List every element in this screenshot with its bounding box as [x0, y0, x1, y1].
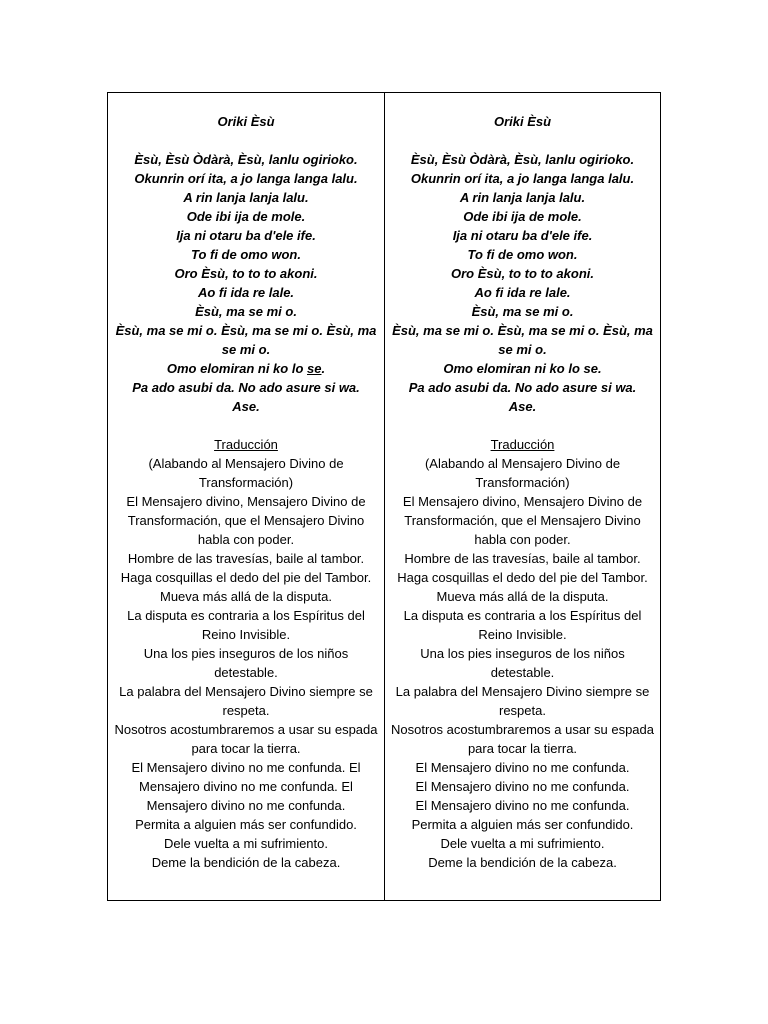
translation-line: Permita a alguien más ser confundido.: [411, 817, 634, 832]
verse-line: Èsù, Èsù Òdàrà, Èsù, lanlu ogirioko.: [410, 152, 635, 167]
verse-line: Oro Èsù, to to to akoni.: [174, 266, 318, 281]
spacer: [389, 416, 656, 435]
translation-line: El Mensajero divino no me confunda.: [415, 760, 630, 775]
translation-line: Mueva más allá de la disputa.: [160, 589, 332, 604]
translation-line: El Mensajero divino no me confunda.: [415, 779, 630, 794]
translation-line: Haga cosquillas el dedo del pie del Tambor.: [120, 570, 372, 585]
translation-line: (Alabando al Mensajero Divino de Transformación): [424, 456, 621, 490]
verse-line: Ao fi ida re lale.: [197, 285, 295, 300]
translation-line: La palabra del Mensajero Divino siempre se respeta.: [119, 684, 373, 718]
verse-line: Ao fi ida re lale.: [474, 285, 571, 300]
translation-line: Nosotros acostumbraremos a usar su espada para tocar la tierra.: [114, 722, 378, 756]
translation-line: Dele vuelta a mi sufrimiento.: [440, 836, 605, 851]
verse-line: Ase.: [232, 399, 260, 414]
translation-line: Una los pies inseguros de los niños detestable.: [143, 646, 349, 680]
verse-line: Èsù, ma se mi o.: [471, 304, 574, 319]
spacer: [389, 131, 656, 150]
translation-line: Deme la bendición de la cabeza.: [151, 855, 341, 870]
poem-title: Oriki Èsù: [493, 114, 552, 129]
translation-line: (Alabando al Mensajero Divino de Transformación): [148, 456, 344, 490]
column-left: [108, 93, 384, 900]
verse-fragment: se: [583, 361, 598, 376]
verse-line: A rin lanja lanja lalu.: [183, 190, 309, 205]
translation-line: El Mensajero divino no me confunda.: [415, 798, 630, 813]
poem-title: Oriki Èsù: [217, 114, 275, 129]
verse-line: Èsù, ma se mi o. Èsù, ma se mi o. Èsù, ma se mi o.: [115, 323, 377, 357]
verse-fragment: .: [597, 361, 602, 376]
verse-line: [112, 359, 380, 378]
column-right: [384, 93, 660, 900]
translation-line: Mueva más allá de la disputa.: [436, 589, 609, 604]
verse-line: Okunrin orí ita, a jo langa langa lalu.: [134, 171, 358, 186]
verse-line: Ase.: [508, 399, 537, 414]
spacer: [112, 416, 380, 435]
translation-line: Permita a alguien más ser confundido.: [135, 817, 357, 832]
translation-line: El Mensajero divino no me confunda. El Mensajero divino no me confunda. El Mensajero divino no me confunda.: [131, 760, 361, 813]
verse-line: [389, 359, 656, 378]
translation-line: El Mensajero divino, Mensajero Divino de Transformación, que el Mensajero Divino habla con poder.: [402, 494, 643, 547]
verse-line: Ija ni otaru ba d'ele ife.: [452, 228, 593, 243]
translation-line: La disputa es contraria a los Espíritus del Reino Invisible.: [403, 608, 642, 642]
translation-line: La palabra del Mensajero Divino siempre se respeta.: [395, 684, 650, 718]
verse-line: Ija ni otaru ba d'ele ife.: [176, 228, 316, 243]
translation-line: Una los pies inseguros de los niños detestable.: [420, 646, 625, 680]
translation-line: El Mensajero divino, Mensajero Divino de Transformación, que el Mensajero Divino habla con poder.: [126, 494, 366, 547]
verse-line: A rin lanja lanja lalu.: [459, 190, 586, 205]
translation-line: Dele vuelta a mi sufrimiento.: [163, 836, 328, 851]
verse-line: Èsù, ma se mi o.: [195, 304, 297, 319]
translation-heading: Traducción: [490, 437, 555, 452]
translation-heading: Traducción: [214, 437, 278, 452]
verse-line: Pa ado asubi da. No ado asure si wa.: [132, 380, 360, 395]
prayer-table: [107, 92, 661, 901]
verse-line: To fi de omo won.: [190, 247, 301, 262]
verse-line: Ode ibi ija de mole.: [186, 209, 306, 224]
verse-line: Èsù, Èsù Òdàrà, Èsù, lanlu ogirioko.: [134, 152, 358, 167]
verse-fragment: .: [321, 361, 326, 376]
verse-line: Ode ibi ija de mole.: [463, 209, 582, 224]
verse-line: Oro Èsù, to to to akoni.: [451, 266, 594, 281]
verse-fragment: Omo elomiran ni ko lo: [166, 361, 308, 376]
verse-line: Pa ado asubi da. No ado asure si wa.: [408, 380, 637, 395]
spacer: [112, 131, 380, 150]
translation-line: Hombre de las travesías, baile al tambor.: [404, 551, 641, 566]
verse-line: Okunrin orí ita, a jo langa langa lalu.: [410, 171, 635, 186]
translation-line: La disputa es contraria a los Espíritus del Reino Invisible.: [127, 608, 365, 642]
translation-line: Haga cosquillas el dedo del pie del Tambor.: [397, 570, 648, 585]
verse-fragment: Omo elomiran ni ko lo: [443, 361, 584, 376]
translation-line: Deme la bendición de la cabeza.: [428, 855, 617, 870]
verse-line: To fi de omo won.: [467, 247, 578, 262]
translation-line: Nosotros acostumbraremos a usar su espada para tocar la tierra.: [390, 722, 654, 756]
translation-line: Hombre de las travesías, baile al tambor.: [127, 551, 365, 566]
verse-fragment: se: [307, 361, 322, 376]
verse-line: Èsù, ma se mi o. Èsù, ma se mi o. Èsù, ma se mi o.: [392, 323, 653, 357]
